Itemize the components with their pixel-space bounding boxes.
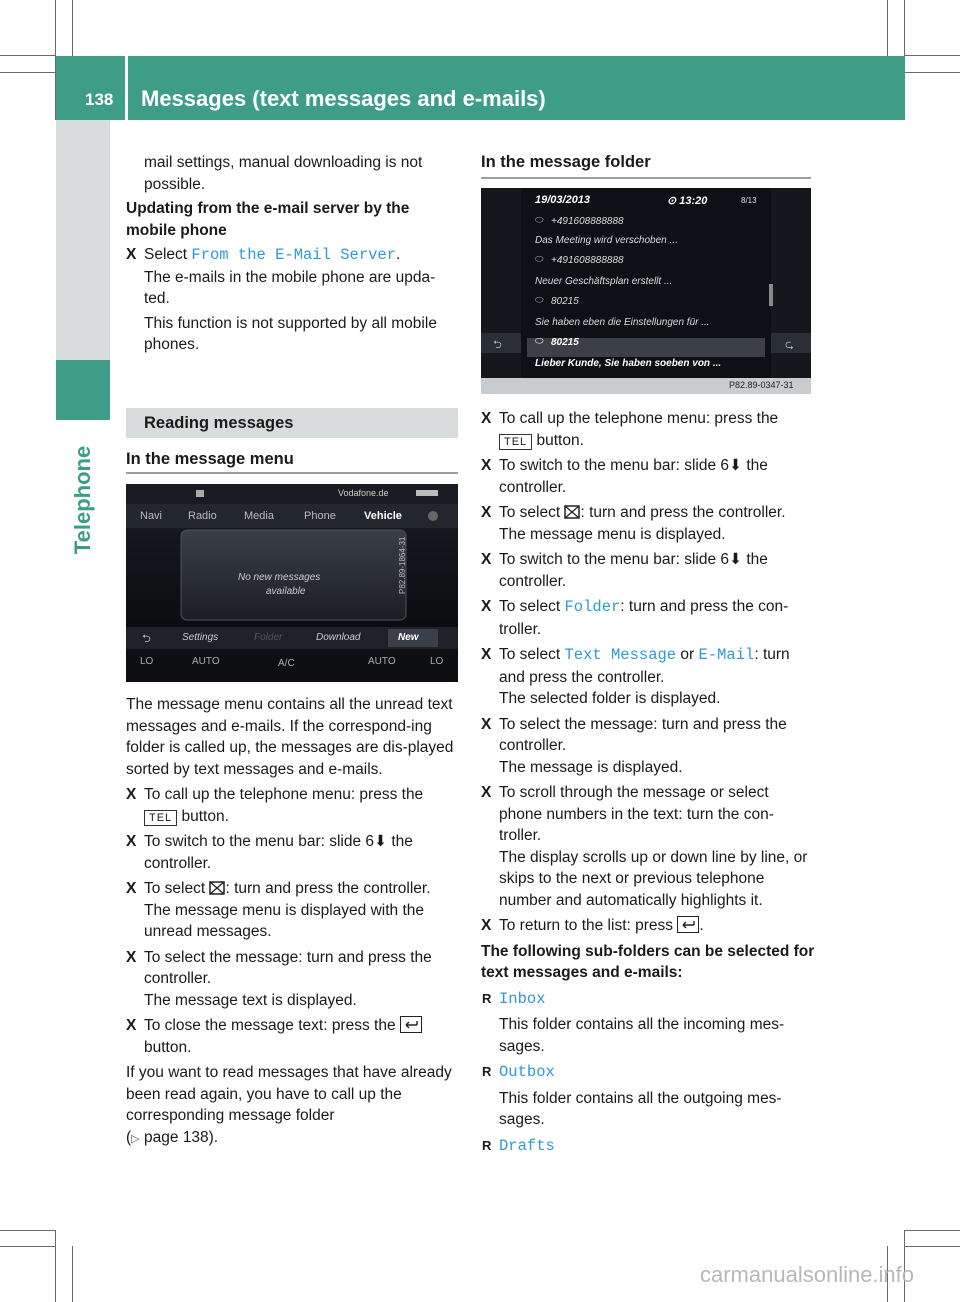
crop-mark xyxy=(905,1246,960,1247)
tel-button-symbol: TEL xyxy=(499,434,532,450)
step-item xyxy=(481,782,815,911)
menu-item-phone[interactable]: Phone xyxy=(304,510,336,522)
step-marker: X xyxy=(481,715,492,733)
step-text: To call up the telephone menu: press the xyxy=(499,410,779,427)
step-text: To switch to the menu bar: slide xyxy=(499,551,717,568)
step-text: To select the message: turn and press the controller. xyxy=(499,715,787,754)
step-item xyxy=(126,878,460,943)
step-text: button. xyxy=(181,807,229,825)
sender-icon: ⬭ xyxy=(535,336,544,347)
step-marker: X xyxy=(481,457,492,474)
step-text: To call up the telephone menu: press the xyxy=(144,786,424,803)
sender-icon: ⬭ xyxy=(535,254,544,265)
climate-ac: A/C xyxy=(278,658,295,669)
step-item xyxy=(481,644,815,710)
message-row[interactable]: +491608888888 xyxy=(551,255,624,266)
menu-item-media[interactable]: Media xyxy=(244,510,274,522)
bullet-marker: R xyxy=(482,990,492,1006)
menu-item-email[interactable]: E-Mail xyxy=(698,646,755,664)
menu-item-settings[interactable]: Settings xyxy=(182,632,219,643)
section-band: Reading messages xyxy=(126,408,458,438)
step-item xyxy=(481,549,815,592)
back-button-icon xyxy=(677,916,699,933)
updating-heading: Updating from the e-mail server by the mobile phone xyxy=(126,200,410,239)
climate-temp-right: LO xyxy=(430,656,444,667)
page-title: Messages (text messages and e-mails) xyxy=(141,86,546,111)
status-carrier: Vodafone.de xyxy=(338,488,389,498)
step-item xyxy=(481,915,815,937)
crop-mark xyxy=(55,1230,56,1302)
crop-mark xyxy=(887,0,888,56)
crop-mark xyxy=(905,72,960,73)
message-row[interactable]: Das Meeting wird verschoben ... xyxy=(535,235,678,246)
page-reference-text[interactable]: page 138). xyxy=(143,1128,219,1146)
page-number: 138 xyxy=(85,90,114,109)
step-marker: X xyxy=(126,948,137,966)
step-text: To switch to the menu bar: slide xyxy=(144,833,362,850)
message-row[interactable]: Sie haben eben die Einstellungen für ... xyxy=(535,317,710,328)
step-text: the controller. xyxy=(499,457,768,496)
crop-mark xyxy=(0,72,56,73)
slide-down-icon: 6⬇ xyxy=(720,551,743,568)
watermark: carmanualsonline.info xyxy=(700,1262,915,1287)
intro-text: mail settings, manual downloading is not possible. xyxy=(144,154,423,193)
menu-description: The message menu contains all the unread text messages and e-mails. If the correspond-ing folder is called up, the messages are dis-played sorted by text messages and e-mails. xyxy=(126,696,454,778)
menu-item-text-message[interactable]: Text Message xyxy=(564,646,677,664)
step-text: To scroll through the message or select phone numbers in the text: turn the con-troller. xyxy=(499,784,774,844)
envelope-icon xyxy=(209,880,225,896)
message-row[interactable]: 80215 xyxy=(551,296,579,307)
subfolder-description: This folder contains all the outgoing mes-sages. xyxy=(499,1089,782,1128)
step-result: The message menu is displayed with the unread messages. xyxy=(144,901,425,940)
no-messages-text: available xyxy=(266,586,306,597)
crop-mark xyxy=(72,0,73,56)
screen-graphic xyxy=(126,484,458,682)
step-text: To select xyxy=(499,598,565,615)
menu-item-vehicle[interactable]: Vehicle xyxy=(364,510,402,522)
step-text: : turn and press the controller. xyxy=(225,880,431,897)
subfolder-outbox[interactable]: Outbox xyxy=(499,1063,555,1081)
message-row[interactable]: Lieber Kunde, Sie haben soeben von ... xyxy=(535,358,722,369)
message-row[interactable]: Neuer Geschäftsplan erstellt ... xyxy=(535,276,673,287)
step-text: To return to the list: press xyxy=(499,917,674,934)
subsection-heading: In the message menu xyxy=(126,450,294,468)
tel-button-symbol: TEL xyxy=(144,810,177,826)
message-row-selected[interactable]: 80215 xyxy=(551,337,579,348)
step-item xyxy=(126,831,460,874)
sender-icon: ⬭ xyxy=(535,295,544,306)
subfolder-item xyxy=(481,1061,815,1131)
menu-item-new[interactable]: New xyxy=(398,632,419,643)
step-text: button. xyxy=(144,1038,192,1056)
subfolder-item xyxy=(481,1135,815,1158)
bullet-marker: R xyxy=(482,1064,492,1079)
subfolder-description: This folder contains all the incoming mes-sages. xyxy=(499,1016,785,1055)
menu-item-navi[interactable]: Navi xyxy=(140,510,163,522)
step-marker: X xyxy=(126,1017,137,1034)
heading-rule xyxy=(126,472,458,474)
step-text: the controller. xyxy=(499,551,768,590)
step-item xyxy=(126,244,460,356)
step-text: Select xyxy=(144,246,192,263)
crop-mark xyxy=(0,1230,56,1231)
step-result: The message text is displayed. xyxy=(144,991,357,1009)
step-text: To select xyxy=(499,646,565,663)
step-result: The message menu is displayed. xyxy=(499,525,726,543)
no-messages-text: No new messages xyxy=(238,572,321,583)
step-marker: X xyxy=(481,504,492,521)
message-time: ⊙ 13:20 xyxy=(667,195,708,207)
crop-mark xyxy=(72,1246,73,1302)
slide-down-icon: 6⬇ xyxy=(720,457,743,474)
menu-item-folder[interactable]: Folder xyxy=(564,598,621,616)
step-result: The e-mails in the mobile phone are upda-ted. xyxy=(144,268,436,307)
menu-item-download[interactable]: Download xyxy=(316,632,361,643)
step-text: button. xyxy=(536,431,584,449)
step-text: To select xyxy=(499,504,561,521)
message-row[interactable]: +491608888888 xyxy=(551,216,624,227)
climate-auto-right: AUTO xyxy=(368,656,396,667)
back-icon[interactable]: ⮌ xyxy=(142,633,151,645)
step-marker: X xyxy=(481,551,492,568)
menu-item-radio[interactable]: Radio xyxy=(188,510,217,522)
step-marker: X xyxy=(481,784,492,801)
message-count: 8/13 xyxy=(741,196,757,205)
step-marker: X xyxy=(481,598,492,615)
menu-item-folder[interactable]: Folder xyxy=(254,632,283,643)
crop-mark xyxy=(905,55,960,56)
step-text: the controller. xyxy=(144,833,413,872)
crop-mark xyxy=(0,1246,56,1247)
step-text: or xyxy=(676,646,699,663)
message-date: 19/03/2013 xyxy=(535,194,591,206)
step-item xyxy=(481,455,815,498)
header-separator xyxy=(125,56,128,120)
step-text: : turn and press the controller. xyxy=(499,646,790,686)
step-note: This function is not supported by all mobile phones. xyxy=(144,314,437,353)
step-marker: X xyxy=(126,880,137,897)
envelope-icon xyxy=(564,504,580,520)
heading-rule xyxy=(481,177,811,179)
side-tab-marker xyxy=(56,360,110,420)
step-marker: X xyxy=(481,917,492,934)
subsection-heading: In the message folder xyxy=(481,153,651,171)
step-item xyxy=(481,408,815,451)
step-text: To select the message: turn and press the controller. xyxy=(144,948,432,987)
step-item xyxy=(126,784,460,827)
crop-mark xyxy=(904,0,905,56)
step-marker: X xyxy=(126,833,137,850)
menu-item-from-email-server[interactable]: From the E-Mail Server xyxy=(191,246,397,264)
step-marker: X xyxy=(481,410,492,427)
back-icon[interactable]: ⮌ xyxy=(493,339,502,351)
step-marker: X xyxy=(481,646,492,663)
forward-icon[interactable]: ⮎ xyxy=(785,339,794,351)
sender-icon: ⬭ xyxy=(535,215,544,226)
step-text: To switch to the menu bar: slide xyxy=(499,457,717,474)
climate-temp-left: LO xyxy=(140,656,154,667)
slide-down-icon: 6⬇ xyxy=(365,833,388,850)
figure-code: P82.89-0347-31 xyxy=(729,380,794,390)
chapter-label: Telephone xyxy=(70,445,95,555)
page-reference: (▷ page 138). xyxy=(126,1128,219,1146)
left-column-lower xyxy=(126,694,460,1150)
right-column xyxy=(481,408,815,1157)
step-item xyxy=(481,596,815,640)
subfolder-item xyxy=(481,988,815,1058)
back-button-icon xyxy=(400,1016,422,1033)
step-result: The selected folder is displayed. xyxy=(499,690,721,707)
step-text: . xyxy=(699,917,704,934)
figure-code: P82.89-1864-31 xyxy=(398,536,407,594)
step-marker: X xyxy=(126,786,137,803)
crop-mark xyxy=(905,1230,960,1231)
step-text: : turn and press the controller. xyxy=(580,504,786,521)
step-item xyxy=(481,714,815,779)
page-ref-arrow-icon: ▷ xyxy=(131,1132,140,1145)
step-item xyxy=(126,1015,460,1058)
subfolder-drafts[interactable]: Drafts xyxy=(499,1136,555,1155)
message-menu-screenshot xyxy=(126,484,458,682)
step-result: The display scrolls up or down line by line, or skips to the next or previous telephone number and automatically highlights it. xyxy=(499,848,808,909)
message-folder-screenshot xyxy=(481,188,811,394)
step-item xyxy=(126,947,460,1012)
message-time-text: 13:20 xyxy=(679,195,708,207)
climate-auto-left: AUTO xyxy=(192,656,220,667)
step-text: To close the message text: press the xyxy=(144,1017,396,1034)
step-text: : turn and press the con-troller. xyxy=(499,598,789,638)
subfolders-heading: The following sub-folders can be selected for text messages and e-mails: xyxy=(481,942,815,981)
step-marker: X xyxy=(126,246,137,263)
step-text: To select xyxy=(144,880,206,897)
bullet-marker: R xyxy=(482,1137,492,1153)
subfolder-inbox[interactable]: Inbox xyxy=(499,989,546,1008)
left-column xyxy=(126,152,460,356)
outro-text: If you want to read messages that have already been read again, you have to call up the corresponding message folder xyxy=(126,1064,452,1124)
step-result: The message is displayed. xyxy=(499,758,683,776)
step-item xyxy=(481,502,815,545)
crop-mark xyxy=(0,55,56,56)
step-text: . xyxy=(396,246,401,263)
